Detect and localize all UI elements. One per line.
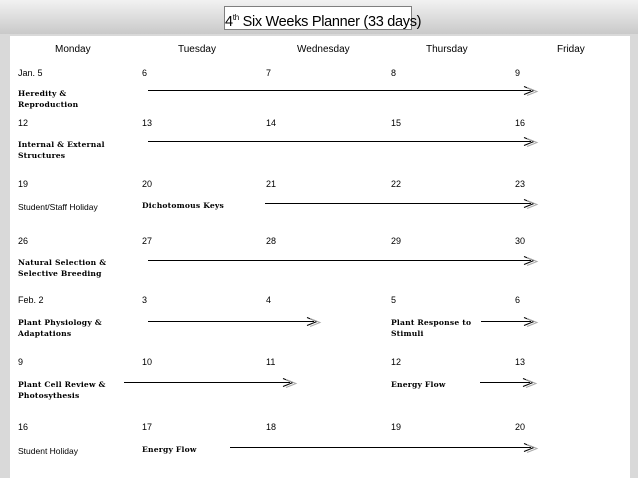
date-cell: 14 — [266, 118, 277, 128]
date-cell: 20 — [515, 422, 526, 432]
holiday-label: Student/Staff Holiday — [18, 202, 98, 212]
date-cell: 12 — [18, 118, 29, 128]
duration-arrow — [481, 317, 539, 327]
date-cell: 9 — [18, 357, 24, 367]
date-cell: 6 — [142, 68, 148, 78]
date-cell: 7 — [266, 68, 272, 78]
day-header-tuesday: Tuesday — [178, 44, 216, 55]
date-cell: 8 — [391, 68, 397, 78]
date-cell: 20 — [142, 179, 153, 189]
topic-structures: Internal & External Structures — [18, 140, 105, 160]
day-header-wednesday: Wednesday — [297, 44, 350, 55]
duration-arrow — [148, 256, 538, 266]
date-cell: 15 — [391, 118, 402, 128]
date-cell: 4 — [266, 295, 272, 305]
date-cell: Jan. 5 — [18, 68, 43, 78]
date-cell: 29 — [391, 236, 402, 246]
date-cell: 21 — [266, 179, 277, 189]
topic-plant-physiology: Plant Physiology & Adaptations — [18, 318, 102, 338]
topic-plant-cell-review: Plant Cell Review & Photosythesis — [18, 380, 106, 400]
date-cell: 13 — [142, 118, 153, 128]
title-bar — [0, 0, 638, 34]
date-cell: 13 — [515, 357, 526, 367]
page-title: 4th Six Weeks Planner (33 days) — [224, 6, 412, 30]
topic-energy-flow: Energy Flow — [391, 380, 446, 389]
duration-arrow — [148, 317, 322, 327]
date-cell: 6 — [515, 295, 521, 305]
date-cell: 19 — [391, 422, 402, 432]
duration-arrow — [230, 443, 539, 453]
date-cell: 28 — [266, 236, 277, 246]
topic-natural-selection: Natural Selection & Selective Breeding — [18, 258, 107, 278]
duration-arrow — [124, 378, 298, 388]
date-cell: 22 — [391, 179, 402, 189]
duration-arrow — [148, 86, 538, 96]
duration-arrow — [265, 199, 539, 209]
date-cell: 11 — [266, 357, 276, 367]
date-cell: 10 — [142, 357, 153, 367]
duration-arrow — [148, 137, 538, 147]
date-cell: 5 — [391, 295, 397, 305]
date-cell: 18 — [266, 422, 277, 432]
date-cell: 23 — [515, 179, 526, 189]
date-cell: 30 — [515, 236, 526, 246]
topic-dichotomous-keys: Dichotomous Keys — [142, 201, 224, 210]
day-header-monday: Monday — [55, 44, 91, 55]
date-cell: 26 — [18, 236, 29, 246]
date-cell: 17 — [142, 422, 153, 432]
day-header-friday: Friday — [557, 44, 585, 55]
date-cell: 19 — [18, 179, 29, 189]
date-cell: 3 — [142, 295, 148, 305]
holiday-label: Student Holiday — [18, 446, 79, 456]
date-cell: 16 — [18, 422, 29, 432]
date-cell: 27 — [142, 236, 153, 246]
date-cell: 16 — [515, 118, 526, 128]
date-cell: 9 — [515, 68, 521, 78]
day-header-thursday: Thursday — [426, 44, 468, 55]
topic-plant-response: Plant Response to Stimuli — [391, 318, 472, 338]
topic-heredity: Heredity & Reproduction — [18, 89, 79, 109]
topic-energy-flow: Energy Flow — [142, 445, 197, 454]
duration-arrow — [480, 378, 538, 388]
date-cell: 12 — [391, 357, 402, 367]
date-cell: Feb. 2 — [18, 295, 44, 305]
